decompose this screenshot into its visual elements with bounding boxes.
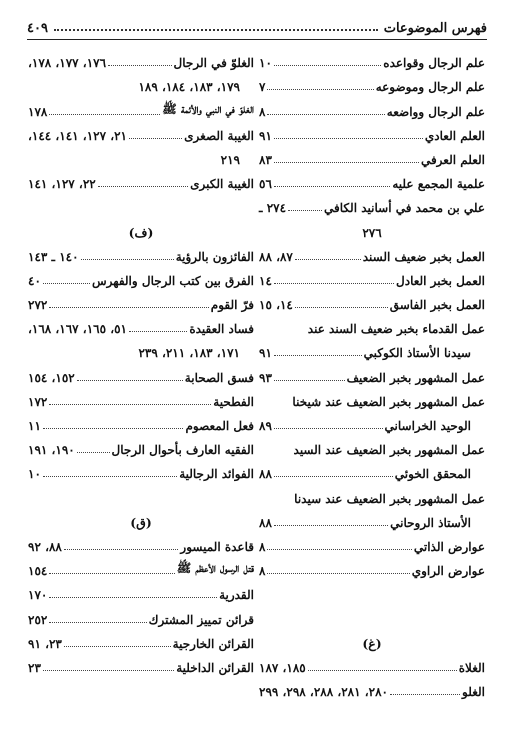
index-term: عمل المشهور بخبر الضعيف عند السيد: [293, 443, 485, 458]
dot-leader: [49, 573, 174, 574]
page-refs: ٢٨٠، ٢٨١، ٢٨٨، ٢٩٨، ٢٩٩: [259, 685, 388, 700]
dot-leader: [274, 283, 394, 284]
index-term: العمل بخبر الفاسق: [389, 298, 485, 313]
index-term: القدرية: [219, 588, 254, 603]
page-refs: ٨٨: [259, 515, 272, 530]
page-refs: ٢٧٦: [362, 225, 382, 240]
header-dot-leader: [54, 29, 378, 31]
page-refs: ٨: [259, 539, 266, 554]
index-term: فعل المعصوم: [185, 419, 254, 433]
index-entry: [259, 191, 485, 215]
page-number: ٤٠٩: [27, 21, 48, 36]
dot-leader: [43, 476, 177, 477]
section-letter-text: (ف): [128, 224, 154, 240]
index-term: الفطحية: [213, 394, 254, 409]
index-entry: [28, 385, 254, 409]
index-term: الوحيد الخراساني: [384, 419, 471, 433]
spacer: [259, 578, 485, 602]
page-refs: ١٧٠: [28, 588, 48, 603]
dot-leader: [98, 186, 188, 187]
page-refs-continuation: [259, 215, 485, 239]
index-term: الأستاذ الروحاني: [390, 515, 471, 530]
index-term: علم الرجال وواضعه: [386, 104, 485, 119]
index-entry: [28, 409, 254, 433]
page-refs: ٨٧، ٨٨: [259, 249, 293, 264]
index-entry: [28, 167, 254, 191]
page-refs: ٩١: [259, 128, 272, 143]
page-refs: ٨٨، ٩٢: [28, 539, 62, 554]
dot-leader: [129, 331, 187, 332]
section-letter: [28, 215, 254, 239]
index-term: عمل المشهور بخبر الضعيف عند شيخنا: [292, 394, 485, 409]
dot-leader: [267, 549, 411, 550]
index-entry-start: [259, 312, 485, 336]
index-term: سيدنا الأستاذ الكوكبي: [363, 346, 471, 361]
page-refs: ٥٦: [259, 177, 272, 192]
index-entry: [28, 627, 254, 651]
page-refs: ١٧٩، ١٨٣، ١٨٤، ١٨٩: [138, 80, 240, 95]
dot-leader: [49, 597, 217, 598]
index-entry: [259, 143, 485, 167]
dot-leader: [267, 573, 409, 574]
index-term: العمل بخبر العادل: [396, 273, 485, 288]
page-refs: ١٩٠، ١٩١: [28, 443, 75, 458]
index-term: الغلو: [462, 685, 485, 700]
page-refs: ١٨٥، ١٨٧: [259, 660, 306, 675]
index-term: عوارض الذاتي: [413, 539, 485, 554]
index-entry: [259, 167, 485, 191]
index-term: قتل الرسول الأعظم ﷺ: [176, 561, 254, 576]
dot-leader: [77, 452, 110, 453]
dot-leader: [77, 380, 183, 381]
index-term: قرائن تمييز المشترك: [148, 612, 254, 627]
page-refs: ٩١: [259, 346, 272, 361]
dot-leader: [274, 428, 383, 429]
page-refs: ٤٠: [28, 273, 41, 288]
dot-leader: [274, 138, 423, 139]
page-refs: ١٠: [28, 467, 41, 482]
index-entry: [259, 409, 485, 433]
index-term: قاعدة الميسور: [180, 539, 254, 554]
page-refs: ٨: [259, 104, 266, 119]
page-refs: ٩٣: [259, 370, 272, 385]
index-entry: [28, 602, 254, 626]
index-entry: [28, 240, 254, 264]
page-refs: ٢٧٤ ـ: [259, 201, 287, 216]
page-refs: ١٤٠ ـ ١٤٣: [28, 249, 79, 264]
page-refs: ١٧٢: [28, 394, 48, 409]
index-entry: [28, 578, 254, 602]
index-term: الغلاة: [458, 660, 485, 675]
page-refs: ٨٩: [259, 419, 272, 433]
page-refs: ١٧٦، ١٧٧، ١٧٨،: [28, 56, 107, 71]
index-entry: [28, 312, 254, 336]
dot-leader: [274, 355, 362, 356]
index-term: الغيبة الكبرى: [190, 177, 254, 192]
dot-leader: [43, 428, 184, 429]
dot-leader: [390, 694, 460, 695]
index-entry: [259, 457, 485, 481]
page-refs-continuation: [28, 336, 254, 360]
index-entry: [28, 554, 254, 578]
dot-leader: [43, 283, 90, 284]
dot-leader: [108, 65, 172, 66]
index-term: عوارض الراوي: [411, 564, 485, 579]
index-term: الغلوّ في النبي والأئمة ﷺ: [162, 101, 254, 116]
dot-leader: [308, 670, 457, 671]
index-entry: [28, 433, 254, 457]
running-header: [27, 14, 487, 40]
index-term: عمل المشهور بخبر الضعيف: [346, 370, 485, 385]
index-term: علم الرجال وقواعده: [383, 56, 485, 71]
dot-leader: [49, 622, 146, 623]
dot-leader: [49, 114, 160, 115]
index-term: الفرق بين كتب الرجال والفهرس: [92, 273, 254, 288]
index-entry: [28, 46, 254, 70]
dot-leader: [274, 525, 388, 526]
section-letter-text: (ق): [130, 514, 152, 530]
page-refs: ١٥٤: [28, 564, 48, 579]
page-refs: ٨٨: [259, 467, 272, 482]
page-refs: ٨: [259, 564, 266, 579]
page-refs: ١٤، ١٥: [259, 298, 293, 313]
index-entry: [259, 506, 485, 530]
running-header-title: فهرس الموضوعات: [383, 21, 487, 36]
index-column-left: [28, 46, 254, 675]
spacer: [28, 191, 254, 215]
index-entry: [28, 264, 254, 288]
dot-leader: [64, 549, 179, 550]
page-refs: ١٠: [259, 56, 272, 71]
section-letter-text: (غ): [362, 635, 382, 651]
page-refs: ١٤: [259, 273, 272, 288]
index-term: فسق الصحابة: [184, 370, 254, 385]
page-refs: ١٥٢، ١٥٤: [28, 370, 75, 385]
page-refs: ١١: [28, 419, 41, 433]
index-entry: [259, 264, 485, 288]
page-refs: ١٧٨: [28, 104, 48, 119]
index-term: الفائزون بالرؤية: [175, 249, 254, 264]
index-entry: [259, 554, 485, 578]
index-entry: [28, 360, 254, 384]
spacer: [259, 602, 485, 626]
index-entry-start: [259, 481, 485, 505]
page-refs: ٢٣، ٩١: [28, 636, 62, 651]
index-term: علم الرجال وموضوعه: [375, 80, 485, 95]
dot-leader: [274, 65, 381, 66]
dot-leader: [43, 670, 174, 671]
page-refs: ٢١، ١٢٧، ١٤١، ١٤٤،: [28, 128, 127, 143]
index-entry: [259, 240, 485, 264]
index-entry: [28, 288, 254, 312]
index-entry-start: [259, 433, 485, 457]
page-refs: ٢٢، ١٢٧، ١٤١: [28, 177, 96, 192]
page-refs: ٢٥٢: [28, 612, 48, 627]
index-entry-start: [259, 385, 485, 409]
index-term: فساد العقيدة: [189, 322, 254, 337]
index-term: علي بن محمد في أسانيد الكافي: [324, 201, 485, 216]
index-term: الفقيه العارف بأحوال الرجال: [111, 443, 254, 458]
index-term: القرائن الداخلية: [176, 660, 254, 675]
page-refs: ٢٧٢: [28, 298, 48, 313]
index-term: العمل بخبر ضعيف السند: [362, 249, 485, 264]
page-refs: ٧: [259, 80, 266, 95]
dot-leader: [295, 307, 388, 308]
index-entry: [259, 46, 485, 70]
index-term: الغلوّ في الرجال: [173, 56, 254, 71]
dot-leader: [295, 259, 361, 260]
index-entry: [259, 360, 485, 384]
index-entry: [28, 119, 254, 143]
dot-leader: [49, 307, 208, 308]
dot-leader: [288, 210, 322, 211]
dot-leader: [274, 186, 390, 187]
index-term: عمل المشهور بخبر الضعيف عند سيدنا: [294, 491, 485, 506]
index-entry: [28, 530, 254, 554]
page-refs-continuation: [28, 70, 254, 94]
dot-leader: [81, 259, 174, 260]
dot-leader: [64, 646, 171, 647]
index-term: الفوائد الرجالية: [179, 467, 254, 482]
page-refs: ٢٣: [28, 660, 41, 675]
index-term: العلم العرفي: [420, 152, 485, 167]
spacer: [28, 481, 254, 505]
index-entry: [259, 530, 485, 554]
page-refs: ١٧١، ١٨٣، ٢١١، ٢٣٩: [138, 346, 240, 361]
index-entry: [28, 651, 254, 675]
section-letter: [28, 506, 254, 530]
index-term: علمية المجمع عليه: [392, 177, 485, 192]
index-entry: [259, 119, 485, 143]
section-letter: [259, 627, 485, 651]
index-term: فرّ القوم: [210, 298, 254, 313]
dot-leader: [274, 476, 393, 477]
index-entry: [259, 70, 485, 94]
index-entry: [259, 651, 485, 675]
dot-leader: [129, 138, 182, 139]
dot-leader: [49, 404, 211, 405]
index-entry: [28, 94, 254, 118]
dot-leader: [267, 114, 384, 115]
index-column-right: [259, 46, 485, 699]
index-term: الغيبة الصغرى: [184, 128, 254, 143]
dot-leader: [267, 89, 373, 90]
dot-leader: [274, 162, 419, 163]
index-entry: [259, 94, 485, 118]
index-term: العلم العادي: [424, 128, 485, 143]
index-term: عمل القدماء بخبر ضعيف السند عند: [307, 322, 485, 337]
index-term: القرائن الخارجية: [172, 636, 254, 651]
index-entry: [259, 675, 485, 699]
page-refs-continuation: [28, 143, 254, 167]
index-entry: [259, 288, 485, 312]
page-refs: ٥١، ١٦٥، ١٦٧، ١٦٨،: [28, 322, 127, 337]
index-entry: [259, 336, 485, 360]
index-entry: [28, 457, 254, 481]
index-term: المحقق الخوئي: [394, 467, 471, 482]
page-refs: ٢١٩: [220, 152, 240, 167]
page-refs: ٨٣: [259, 152, 272, 167]
dot-leader: [274, 380, 345, 381]
